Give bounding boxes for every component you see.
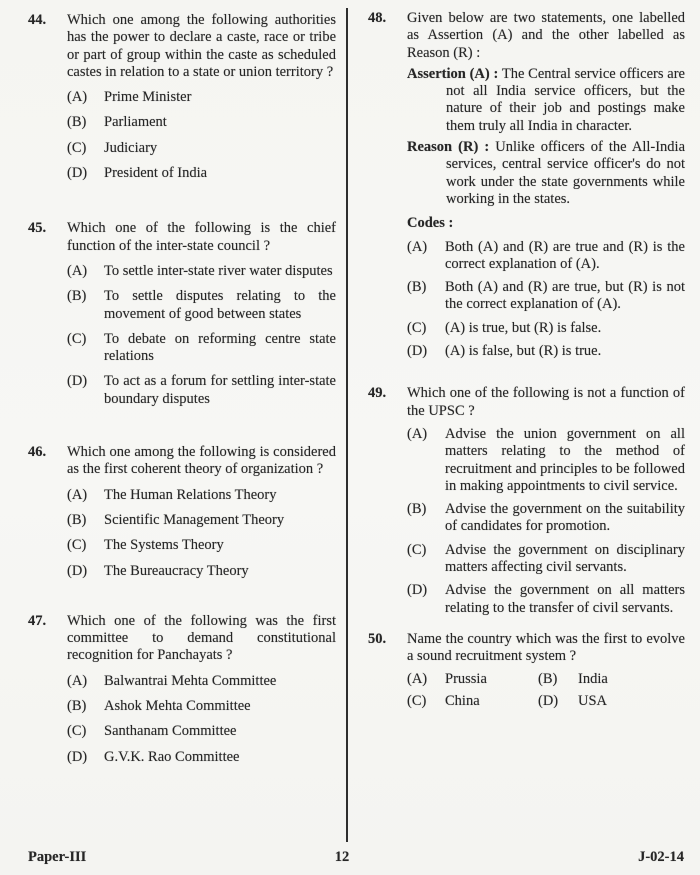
option-label: (B) bbox=[407, 279, 427, 296]
option-label: (C) bbox=[407, 692, 427, 709]
option-text: China bbox=[445, 692, 480, 709]
option-text: Both (A) and (R) are true and (R) is the correct explanation of (A). bbox=[445, 238, 685, 272]
option-text: Both (A) and (R) are true, but (R) is not the correct explanation of (A). bbox=[445, 279, 685, 313]
option-label: (D) bbox=[67, 165, 88, 182]
footer-paper-label: Paper-III bbox=[28, 849, 87, 865]
question-number: 44. bbox=[28, 12, 47, 28]
option-row bbox=[67, 114, 336, 131]
option-label: (D) bbox=[67, 562, 88, 579]
option-label: (C) bbox=[407, 541, 427, 558]
option-label: (A) bbox=[67, 89, 88, 106]
question-text: Which one of the following was the first committee to demand constitutional recognition for Panchayats ? bbox=[67, 612, 336, 664]
question-49 bbox=[368, 385, 685, 617]
option-text: President of India bbox=[104, 165, 208, 182]
option-row bbox=[407, 671, 538, 688]
column-divider bbox=[346, 8, 348, 842]
option-row bbox=[407, 426, 685, 495]
option-row bbox=[67, 288, 336, 323]
right-column bbox=[368, 10, 685, 710]
question-48 bbox=[368, 10, 685, 360]
option-row bbox=[67, 537, 336, 554]
reason-block bbox=[407, 139, 685, 208]
option-text: Judiciary bbox=[104, 139, 158, 156]
option-text: To settle inter-state river water disputes bbox=[104, 262, 333, 279]
assertion-block bbox=[407, 66, 685, 135]
option-row bbox=[67, 165, 336, 182]
option-row bbox=[67, 263, 336, 280]
option-row bbox=[67, 140, 336, 157]
question-text: Which one of the following is not a function of the UPSC ? bbox=[407, 385, 685, 419]
option-row bbox=[407, 693, 538, 710]
option-label: (A) bbox=[407, 238, 428, 255]
option-label: (D) bbox=[67, 748, 88, 765]
option-label: (B) bbox=[67, 288, 87, 305]
option-label: (C) bbox=[67, 139, 87, 156]
option-text: The Bureaucracy Theory bbox=[104, 562, 249, 579]
option-row bbox=[407, 501, 685, 536]
option-label: (D) bbox=[407, 343, 428, 360]
option-text: To debate on reforming centre state relations bbox=[104, 330, 336, 365]
option-text: Prime Minister bbox=[104, 89, 192, 106]
option-text: Prussia bbox=[445, 670, 487, 687]
option-text: G.V.K. Rao Committee bbox=[104, 748, 240, 765]
option-label: (A) bbox=[67, 486, 88, 503]
option-text: India bbox=[578, 670, 608, 687]
option-row bbox=[67, 673, 336, 690]
question-number: 49. bbox=[368, 385, 387, 402]
option-row bbox=[407, 542, 685, 577]
option-row bbox=[407, 239, 685, 274]
assertion-text: The Central service officers are not all India service officers, but the nature of their job and postings make them truly all India in character. bbox=[446, 65, 685, 134]
question-45 bbox=[28, 220, 336, 408]
option-text: Advise the union government on all matters relating to the method of recruitment and principles to be followed in making appointments to civil service. bbox=[445, 425, 685, 494]
footer-paper-code: J-02-14 bbox=[638, 849, 684, 865]
option-text: (A) is false, but (R) is true. bbox=[445, 343, 602, 360]
question-text: Given below are two statements, one labelled as Assertion (A) and the other labelled as Reason (R) : bbox=[407, 10, 685, 61]
option-row bbox=[67, 563, 336, 580]
option-row bbox=[67, 698, 336, 715]
option-text: Ashok Mehta Committee bbox=[104, 698, 251, 715]
question-50 bbox=[368, 631, 685, 710]
question-46 bbox=[28, 444, 336, 580]
option-label: (B) bbox=[407, 501, 427, 518]
option-label: (C) bbox=[67, 537, 87, 554]
option-text: The Human Relations Theory bbox=[104, 486, 277, 503]
option-text: Advise the government on disciplinary matters affecting civil servants. bbox=[445, 541, 685, 576]
option-grid-row bbox=[407, 671, 685, 688]
option-text: Scientific Management Theory bbox=[104, 511, 285, 528]
option-label: (B) bbox=[67, 511, 87, 528]
option-row bbox=[67, 723, 336, 740]
question-text: Which one among the following authorities has the power to declare a caste, race or tribe or part of group within the caste as scheduled castes in relation to a state or union territory ? bbox=[67, 12, 336, 80]
footer-page-number: 12 bbox=[334, 849, 350, 865]
option-label: (D) bbox=[538, 692, 559, 709]
option-label: (B) bbox=[67, 698, 87, 715]
option-label: (C) bbox=[67, 723, 87, 740]
option-text: Parliament bbox=[104, 114, 167, 131]
option-row bbox=[538, 671, 685, 688]
option-row bbox=[407, 279, 685, 314]
option-label: (D) bbox=[407, 582, 428, 599]
option-label: (C) bbox=[407, 319, 427, 336]
option-row bbox=[67, 331, 336, 366]
question-number: 48. bbox=[368, 10, 387, 26]
question-number: 45. bbox=[28, 220, 47, 237]
left-column bbox=[28, 12, 336, 766]
option-row bbox=[407, 343, 685, 360]
option-row bbox=[67, 512, 336, 529]
question-47 bbox=[28, 613, 336, 766]
option-label: (A) bbox=[407, 670, 428, 687]
option-label: (B) bbox=[538, 670, 558, 687]
reason-label: Reason (R) : bbox=[407, 139, 490, 156]
option-row bbox=[407, 320, 685, 337]
option-text: Advise the government on all matters relating to the transfer of civil servants. bbox=[445, 582, 685, 616]
option-label: (A) bbox=[67, 262, 88, 279]
option-label: (A) bbox=[67, 672, 88, 689]
option-text: (A) is true, but (R) is false. bbox=[445, 319, 602, 336]
question-number: 46. bbox=[28, 444, 47, 461]
option-text: To settle disputes relating to the movement of good between states bbox=[104, 288, 336, 322]
option-text: To act as a forum for settling inter-state boundary disputes bbox=[104, 373, 336, 407]
option-row bbox=[67, 373, 336, 408]
option-label: (D) bbox=[67, 373, 88, 390]
question-text: Which one of the following is the chief function of the inter-state council ? bbox=[67, 220, 336, 254]
codes-heading: Codes : bbox=[407, 215, 454, 232]
question-number: 50. bbox=[368, 630, 387, 647]
option-label: (A) bbox=[407, 425, 428, 442]
question-44 bbox=[28, 12, 336, 182]
option-row bbox=[407, 582, 685, 617]
option-text: USA bbox=[578, 692, 608, 709]
option-label: (B) bbox=[67, 114, 87, 131]
option-text: Advise the government on the suitability of candidates for promotion. bbox=[445, 501, 685, 535]
question-text: Which one among the following is considered as the first coherent theory of organization ? bbox=[67, 444, 336, 478]
question-number: 47. bbox=[28, 612, 47, 629]
reason-text: Unlike officers of the All-India services, central service officer's do not work under the state governments while working in the states. bbox=[446, 139, 686, 207]
option-text: Santhanam Committee bbox=[104, 723, 237, 740]
option-row bbox=[67, 487, 336, 504]
question-text: Name the country which was the first to evolve a sound recruitment system ? bbox=[407, 630, 685, 665]
option-label: (C) bbox=[67, 330, 87, 347]
option-row bbox=[67, 749, 336, 766]
option-row bbox=[538, 693, 685, 710]
option-text: The Systems Theory bbox=[104, 537, 224, 554]
assertion-label: Assertion (A) : bbox=[407, 65, 499, 82]
option-grid-row bbox=[407, 693, 685, 710]
option-text: Balwantrai Mehta Committee bbox=[104, 672, 277, 689]
option-row bbox=[67, 89, 336, 106]
